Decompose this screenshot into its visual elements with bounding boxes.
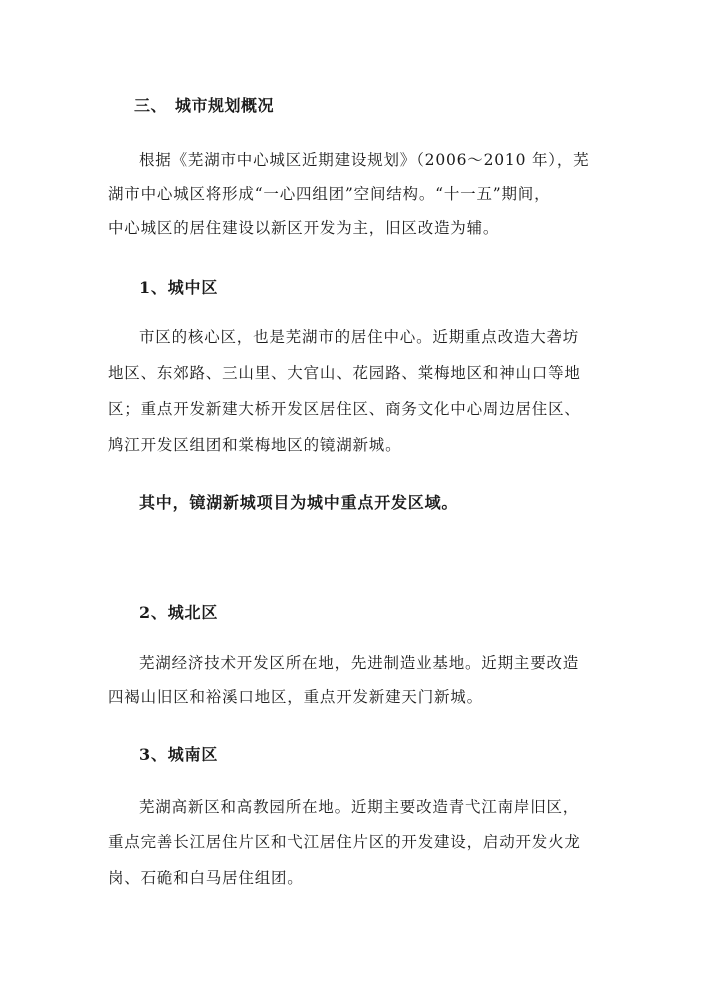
paragraph-line: 岗、石硊和白马居住组团。	[108, 869, 304, 887]
paragraph-line: 区；重点开发新建大桥开发区居住区、商务文化中心周边居住区、	[108, 400, 581, 418]
paragraph-line: 地区、东郊路、三山里、大官山、花园路、棠梅地区和神山口等地	[108, 364, 581, 382]
section-number: 三、	[134, 96, 168, 115]
paragraph-line: 市区的核心区，也是芜湖市的居住中心。近期重点改造大砻坊	[139, 328, 580, 346]
emphasis-line: 其中，镜湖新城项目为城中重点开发区域。	[139, 493, 459, 512]
district-heading: 2、城北区	[139, 603, 219, 622]
district-heading: 3、城南区	[139, 745, 219, 764]
section-title: 城市规划概况	[175, 96, 275, 115]
paragraph-line: 根据《芜湖市中心城区近期建设规划》（2006～2010 年），芜	[139, 151, 590, 169]
paragraph-line: 四褐山旧区和裕溪口地区，重点开发新建天门新城。	[108, 688, 483, 706]
paragraph-line: 重点完善长江居住片区和弋江居住片区的开发建设，启动开发火龙	[108, 833, 581, 851]
paragraph-line: 芜湖经济技术开发区所在地，先进制造业基地。近期主要改造	[139, 654, 580, 672]
paragraph-line: 芜湖高新区和高教园所在地。近期主要改造青弋江南岸旧区，	[139, 798, 580, 816]
paragraph-line: 鸠江开发区组团和棠梅地区的镜湖新城。	[108, 436, 402, 454]
paragraph-line: 湖市中心城区将形成“一心四组团”空间结构。“十一五”期间，	[108, 185, 551, 203]
district-heading: 1、城中区	[139, 278, 219, 297]
paragraph-line: 中心城区的居住建设以新区开发为主，旧区改造为辅。	[108, 219, 500, 237]
